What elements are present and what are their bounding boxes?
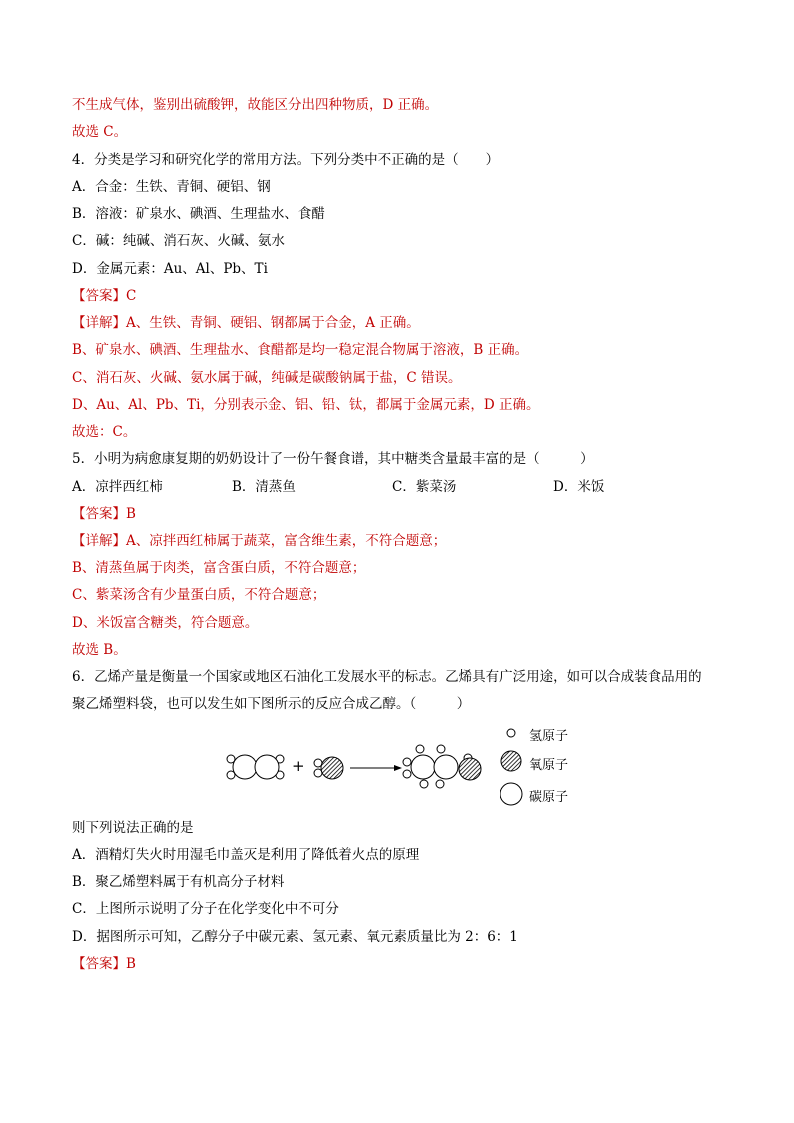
question-4-option-c: C．碱：纯碱、消石灰、火碱、氨水 <box>72 233 285 249</box>
question-4-explanation-d: D、Au、Al、Pb、Ti，分别表示金、铝、铅、钛，都属于金属元素，D 正确。 <box>72 397 540 413</box>
hydrogen-atom <box>416 745 424 753</box>
question-4-explanation-b: B、矿泉水、碘酒、生理盐水、食醋都是均一稳定混合物属于溶液，B 正确。 <box>72 342 529 358</box>
question-4-explanation-c: C、消石灰、火碱、氨水属于碱，纯碱是碳酸钠属于盐，C 错误。 <box>72 370 462 386</box>
reaction-arrow <box>350 765 402 771</box>
plus-sign: + <box>292 757 305 775</box>
question-4-selection: 故选：C。 <box>72 424 137 440</box>
legend-label-carbon: 碳原子 <box>529 790 569 805</box>
question-6-option-b: B．聚乙烯塑料属于有机高分子材料 <box>72 874 285 890</box>
question-5-explanation-a: 【详解】A、凉拌西红柿属于蔬菜，富含维生素，不符合题意； <box>72 533 447 549</box>
selection-line: 故选 C。 <box>72 124 128 140</box>
legend-symbols <box>500 722 526 812</box>
question-6-answer: 【答案】B <box>72 956 136 972</box>
question-6-option-a: A．酒精灯失火时用湿毛巾盖灭是利用了降低着火点的原理 <box>72 847 420 863</box>
carbon-atom <box>255 755 279 779</box>
question-4-answer: 【答案】C <box>72 288 137 304</box>
question-5-option-c: C．紫菜汤 <box>392 479 457 495</box>
question-4-option-b: B．溶液：矿泉水、碘酒、生理盐水、食醋 <box>72 206 325 222</box>
legend <box>500 722 580 812</box>
water-molecule <box>314 757 343 779</box>
question-5-option-a: A．凉拌西红柿 <box>72 479 163 495</box>
carbon-atom <box>233 755 257 779</box>
carbon-legend-icon <box>500 783 522 805</box>
question-5-explanation-c: C、紫菜汤含有少量蛋白质，不符合题意； <box>72 587 326 603</box>
oxygen-atom <box>321 757 343 779</box>
question-4-option-a: A．合金：生铁、青铜、硬铝、钢 <box>72 179 271 195</box>
question-6-option-d: D．据图所示可知，乙醇分子中碳元素、氢元素、氧元素质量比为 2：6：1 <box>72 929 518 945</box>
legend-label-oxygen: 氧原子 <box>529 758 569 773</box>
question-5-explanation-d: D、米饭富含糖类，符合题意。 <box>72 615 259 631</box>
question-5-options <box>72 478 632 496</box>
question-5-answer: 【答案】B <box>72 506 136 522</box>
hydrogen-legend-icon <box>507 729 515 737</box>
hydrogen-atom <box>403 770 411 778</box>
explanation-line: 不生成气体，鉴别出硫酸钾，故能区分出四种物质，D 正确。 <box>72 97 439 113</box>
question-5-explanation-b: B、清蒸鱼属于肉类，富含蛋白质，不符合题意； <box>72 560 366 576</box>
question-6-option-c: C．上图所示说明了分子在化学变化中不可分 <box>72 901 339 917</box>
question-4-option-d: D．金属元素：Au、Al、Pb、Ti <box>72 261 268 277</box>
question-6-stem-line2: 聚乙烯塑料袋，也可以发生如下图所示的反应合成乙醇。（ ） <box>72 696 471 712</box>
hydrogen-atom <box>420 780 428 788</box>
hydrogen-atom <box>437 745 445 753</box>
question-5-selection: 故选 B。 <box>72 642 127 658</box>
ethylene-molecule <box>227 755 284 779</box>
oxygen-atom <box>459 758 481 780</box>
question-6-prompt: 则下列说法正确的是 <box>72 820 194 836</box>
question-6-stem-line1: 6．乙烯产量是衡量一个国家或地区石油化工发展水平的标志。乙烯具有广泛用途，如可以合成装食品用的 <box>72 669 702 685</box>
legend-label-hydrogen: 氢原子 <box>529 729 569 744</box>
carbon-atom <box>411 755 435 779</box>
oxygen-legend-icon <box>501 751 521 771</box>
question-5-stem: 5．小明为病愈康复期的奶奶设计了一份午餐食谱，其中糖类含量最丰富的是（ ） <box>72 451 594 467</box>
hydrogen-atom <box>436 780 444 788</box>
ethanol-molecule <box>403 745 481 788</box>
hydrogen-atom <box>403 758 411 766</box>
question-4-stem: 4．分类是学习和研究化学的常用方法。下列分类中不正确的是（ ） <box>72 152 500 168</box>
reaction-diagram <box>220 722 580 812</box>
question-5-option-b: B．清蒸鱼 <box>232 479 296 495</box>
question-5-option-d: D．米饭 <box>553 479 605 495</box>
carbon-atom <box>434 755 458 779</box>
question-4-explanation-a: 【详解】A、生铁、青铜、硬铝、钢都属于合金，A 正确。 <box>72 315 420 331</box>
